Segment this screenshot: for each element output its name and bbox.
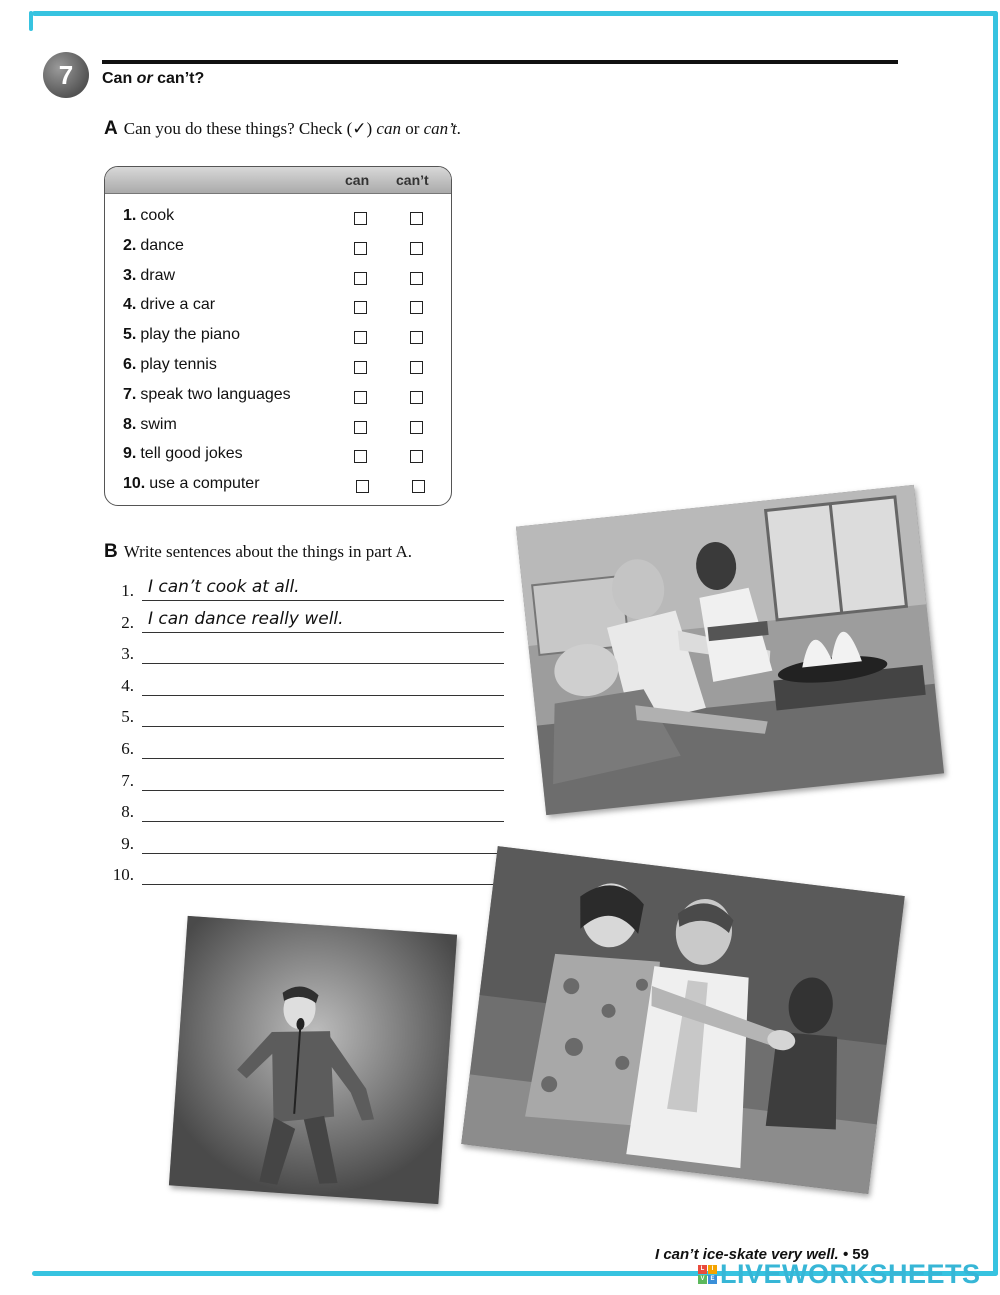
answer-input-line[interactable]	[142, 884, 504, 885]
answer-line	[104, 577, 504, 601]
answer-line	[104, 735, 504, 759]
answer-line-number: 9.	[121, 833, 134, 853]
part-a-text-cant: can’t	[423, 119, 457, 138]
logo-grid-cell: E	[708, 1275, 717, 1284]
part-a-text-or: or	[400, 119, 424, 138]
part-a-instruction	[104, 118, 461, 140]
checkbox-cant[interactable]	[410, 301, 423, 314]
checklist-item-label: use a computer	[149, 475, 260, 493]
frame-right-border	[993, 11, 998, 1276]
checkbox-can[interactable]	[354, 272, 367, 285]
answer-input-line[interactable]	[142, 632, 504, 633]
answer-line-number: 10.	[112, 865, 134, 885]
checklist-item-number: 2.	[123, 236, 137, 254]
checklist-item-number: 5.	[123, 326, 137, 344]
photo-kitchen-fire	[516, 485, 944, 815]
checkbox-cant[interactable]	[410, 242, 423, 255]
logo-grid-icon	[698, 1265, 717, 1284]
frame-top-border	[32, 11, 998, 16]
answer-input-line[interactable]	[142, 790, 504, 791]
part-a-letter: A	[104, 118, 118, 139]
checklist-item-number: 10.	[123, 475, 146, 493]
checkbox-cant[interactable]	[412, 480, 425, 493]
checklist-item-label: play the piano	[140, 326, 240, 344]
checkbox-can[interactable]	[354, 242, 367, 255]
answer-line	[104, 767, 504, 791]
answer-line	[104, 861, 504, 885]
checkbox-can[interactable]	[354, 361, 367, 374]
checkbox-can[interactable]	[354, 301, 367, 314]
exercise-number: 7	[58, 59, 74, 90]
checklist-item	[123, 207, 174, 229]
answer-line-number: 8.	[121, 802, 134, 822]
checkbox-cant[interactable]	[410, 450, 423, 463]
answer-input-line[interactable]	[142, 853, 504, 854]
answer-text: I can dance really well.	[148, 608, 344, 629]
logo-grid-cell: I	[708, 1265, 717, 1274]
checklist-item	[123, 386, 291, 408]
checklist-item-label: play tennis	[140, 356, 217, 373]
checklist-header	[105, 167, 451, 194]
checklist-item-number: 4.	[123, 296, 137, 314]
answer-line	[104, 640, 504, 664]
checklist-item-label: speak two languages	[140, 385, 291, 403]
answer-input-line[interactable]	[142, 695, 504, 696]
exercise-number-badge	[43, 52, 89, 98]
checklist-item-label: swim	[140, 415, 177, 433]
checklist-item-label: cook	[140, 207, 175, 224]
part-a-text-1: Can you do these things? Check (✓)	[123, 119, 377, 138]
checklist-item-label: draw	[140, 266, 176, 284]
checklist-item	[123, 326, 240, 348]
answer-input-line[interactable]	[142, 600, 504, 601]
checklist-item-number: 6.	[123, 356, 137, 373]
part-b-letter: B	[104, 541, 118, 562]
liveworksheets-logo[interactable]	[698, 1259, 981, 1290]
answer-input-line[interactable]	[142, 726, 504, 727]
part-a-text-end: .	[456, 119, 461, 138]
title-part-1: Can	[102, 70, 137, 87]
checklist-item-number: 8.	[123, 415, 137, 433]
checklist-item-label: drive a car	[140, 296, 216, 314]
checkbox-can[interactable]	[354, 421, 367, 434]
checkbox-can[interactable]	[354, 212, 367, 225]
column-header-can: can	[345, 172, 370, 188]
photo-comedian	[169, 916, 457, 1204]
checklist-item-label: tell good jokes	[140, 445, 243, 463]
title-part-or: or	[136, 70, 153, 87]
answer-text: I can’t cook at all.	[148, 577, 300, 597]
checkbox-can[interactable]	[354, 450, 367, 463]
checklist-item	[123, 445, 243, 467]
footer-text: I can’t ice-skate very well. •	[655, 1246, 849, 1263]
answer-line-number: 1.	[121, 581, 134, 600]
checklist-item-number: 7.	[123, 385, 137, 403]
exercise-title	[102, 70, 204, 88]
logo-grid-cell: L	[698, 1265, 707, 1274]
checklist-item	[123, 237, 184, 259]
logo-grid-cell: V	[698, 1275, 707, 1284]
checklist-item	[123, 356, 217, 378]
photo-dancing-couple	[461, 846, 905, 1194]
checkbox-cant[interactable]	[410, 331, 423, 344]
checklist-item-number: 3.	[123, 266, 137, 284]
answer-line	[104, 609, 504, 633]
checkbox-can[interactable]	[356, 480, 369, 493]
checkbox-cant[interactable]	[410, 391, 423, 404]
frame-left-border	[29, 11, 33, 31]
checkbox-can[interactable]	[354, 391, 367, 404]
checklist-item	[123, 475, 260, 497]
answer-line	[104, 672, 504, 696]
answer-line-number: 3.	[121, 644, 134, 664]
answer-line-number: 7.	[121, 770, 134, 790]
answer-line-number: 6.	[121, 739, 134, 758]
part-b-text: Write sentences about the things in part A.	[123, 542, 412, 561]
checkbox-can[interactable]	[354, 331, 367, 344]
checklist-box	[104, 166, 452, 506]
checklist-item	[123, 296, 215, 318]
part-b-instruction	[104, 541, 412, 563]
title-part-2: can’t?	[152, 70, 205, 87]
checklist-item	[123, 416, 177, 438]
checklist-item	[123, 267, 175, 289]
answer-line	[104, 703, 504, 727]
page-number: 59	[852, 1246, 869, 1263]
answer-line-number: 2.	[121, 612, 134, 632]
brand-name: LIVEWORKSHEETS	[720, 1259, 981, 1289]
checkbox-cant[interactable]	[410, 421, 423, 434]
checklist-item-label: dance	[140, 236, 184, 254]
answer-line	[104, 830, 504, 854]
title-rule	[102, 60, 898, 64]
part-a-text-can: can	[376, 119, 401, 138]
checklist-item-number: 9.	[123, 445, 137, 463]
checkbox-cant[interactable]	[410, 361, 423, 374]
answer-line	[104, 798, 504, 822]
checklist-item-number: 1.	[123, 207, 137, 224]
checkbox-cant[interactable]	[410, 212, 423, 225]
checkbox-cant[interactable]	[410, 272, 423, 285]
answer-line-number: 5.	[121, 707, 134, 727]
column-header-cant: can’t	[396, 172, 429, 188]
answer-input-line[interactable]	[142, 663, 504, 664]
answer-input-line[interactable]	[142, 821, 504, 822]
answer-input-line[interactable]	[142, 758, 504, 759]
answer-line-number: 4.	[121, 675, 134, 695]
